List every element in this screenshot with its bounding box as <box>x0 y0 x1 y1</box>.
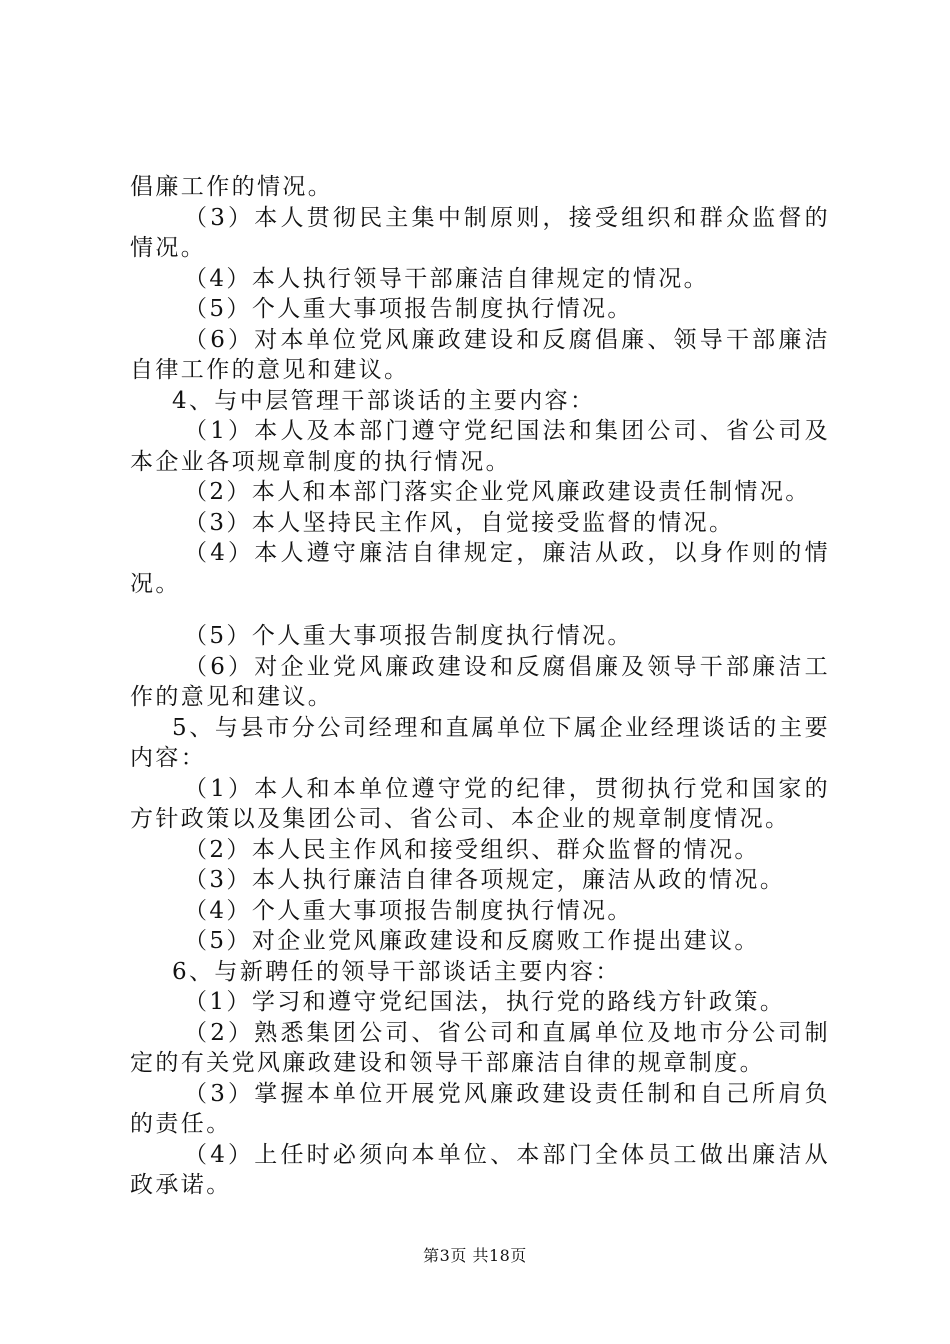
paragraph-item: （4）个人重大事项报告制度执行情况。 <box>184 897 633 924</box>
section-heading: 4、与中层管理干部谈话的主要内容： <box>172 387 596 414</box>
paragraph-item: （5）个人重大事项报告制度执行情况。 <box>184 296 633 322</box>
page-number-footer: 第3页 共18页 <box>423 1246 527 1265</box>
paragraph-item: （4）上任时必须向本单位、本部门全体员工做出廉洁从政承诺。 <box>130 1141 830 1198</box>
paragraph-item: （6）对本单位党风廉政建设和反腐倡廉、领导干部廉洁自律工作的意见和建议。 <box>130 326 830 383</box>
paragraph-item: （6）对企业党风廉政建设和反腐倡廉及领导干部廉洁工作的意见和建议。 <box>130 653 830 710</box>
paragraph-item: （5）个人重大事项报告制度执行情况。 <box>184 623 633 649</box>
paragraph-continuation: 倡廉工作的情况。 <box>130 174 334 200</box>
paragraph-item: （5）对企业党风廉政建设和反腐败工作提出建议。 <box>184 928 760 954</box>
paragraph-item: （3）本人执行廉洁自律各项规定，廉洁从政的情况。 <box>184 867 786 893</box>
paragraph-item: （4）本人遵守廉洁自律规定，廉洁从政，以身作则的情况。 <box>130 540 830 597</box>
document-body <box>130 172 830 1201</box>
paragraph-item: （1）学习和遵守党纪国法，执行党的路线方针政策。 <box>184 989 786 1015</box>
paragraph-item: （3）掌握本单位开展党风廉政建设责任制和自己所肩负的责任。 <box>130 1080 830 1137</box>
paragraph-item: （2）本人民主作风和接受组织、群众监督的情况。 <box>184 836 760 863</box>
section-heading: 6、与新聘任的领导干部谈话主要内容： <box>172 958 621 985</box>
paragraph-item: （2）本人和本部门落实企业党风廉政建设责任制情况。 <box>184 479 811 505</box>
paragraph-item: （1）本人及本部门遵守党纪国法和集团公司、省公司及本企业各项规章制度的执行情况。 <box>130 418 830 475</box>
section-heading: 5、与县市分公司经理和直属单位下属企业经理谈话的主要内容： <box>130 714 830 771</box>
paragraph-item: （4）本人执行领导干部廉洁自律规定的情况。 <box>184 265 710 292</box>
paragraph-item: （3）本人贯彻民主集中制原则，接受组织和群众监督的情况。 <box>130 204 830 261</box>
paragraph-item: （2）熟悉集团公司、省公司和直属单位及地市分公司制定的有关党风廉政建设和领导干部廉洁自律的规章制度。 <box>130 1019 830 1076</box>
paragraph-item: （1）本人和本单位遵守党的纪律，贯彻执行党和国家的方针政策以及集团公司、省公司、本企业的规章制度情况。 <box>130 775 830 832</box>
paragraph-item: （3）本人坚持民主作风，自觉接受监督的情况。 <box>184 509 735 536</box>
